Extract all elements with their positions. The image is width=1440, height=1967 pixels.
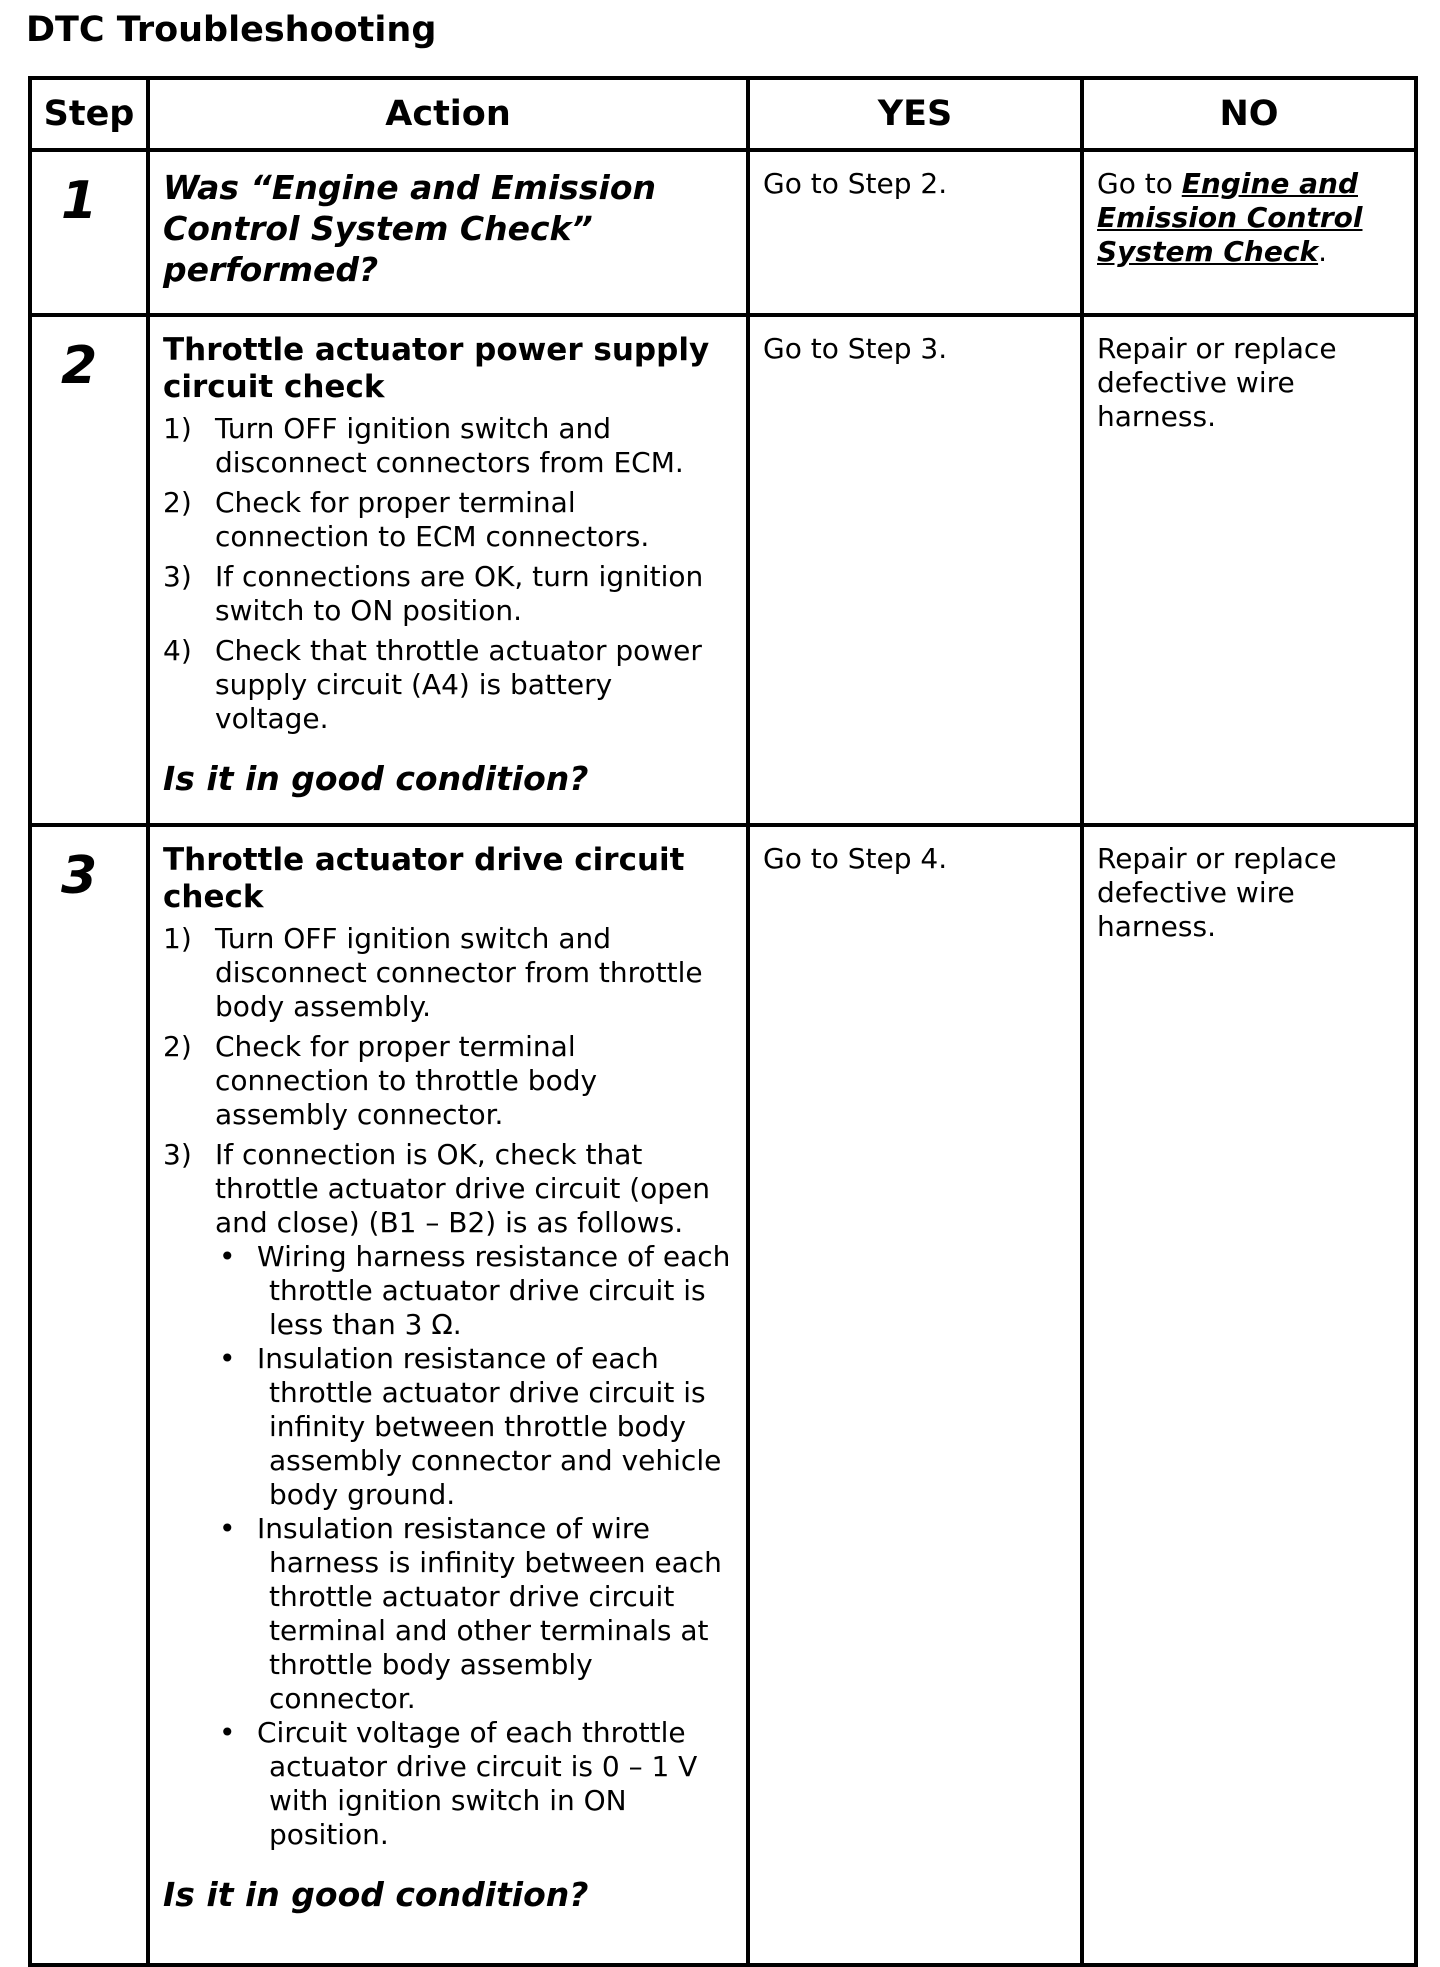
header-yes: YES [748,78,1082,150]
step-number: 1 [61,171,98,231]
no-result: Repair or replace defective wire harness. [1097,332,1337,433]
item-text: If connections are OK, turn ignition switch to ON position. [215,560,704,627]
bullet-icon: • [219,1342,236,1375]
no-result: Repair or replace defective wire harness. [1097,842,1337,943]
procedure-item [163,1138,733,1240]
condition-text: Insulation resistance of each throttle actuator drive circuit is infinity between throttle body assembly connector and vehicle body ground. [257,1342,722,1511]
bullet-icon: • [219,1512,236,1545]
yes-result: Go to Step 4. [763,842,948,875]
item-text: Check for proper terminal connection to ECM connectors. [215,486,650,553]
procedure-item [163,560,733,628]
step-number: 2 [61,336,98,396]
action-cell [148,315,748,825]
step-question: Is it in good condition? [163,1875,589,1914]
condition-text: Circuit voltage of each throttle actuator drive circuit is 0 – 1 V with ignition switch in ON position. [257,1716,698,1851]
item-number: 2) [163,486,192,519]
no-cell [1082,825,1416,1965]
condition-text: Wiring harness resistance of each throttle actuator drive circuit is less than 3 Ω. [257,1240,731,1341]
condition-text: Insulation resistance of wire harness is infinity between each throttle actuator drive circuit terminal and other terminals at throttle body assembly connector. [257,1512,722,1715]
no-cell [1082,150,1416,315]
procedure-item [163,922,733,1024]
condition-item [215,1342,733,1512]
table-row-step-2 [30,315,1416,825]
procedure-item [163,486,733,554]
item-number: 1) [163,412,192,445]
step-heading: Throttle actuator drive circuit check [163,842,685,915]
item-number: 4) [163,634,192,667]
step-heading: Throttle actuator power supply circuit check [163,332,710,405]
header-step: Step [30,78,148,150]
step-cell [30,825,148,1965]
step-cell [30,150,148,315]
step-question: Was “Engine and Emission Control System Check” performed? [163,168,657,289]
yes-cell [748,150,1082,315]
item-text: Check that throttle actuator power supply circuit (A4) is battery voltage. [215,634,702,735]
no-result-prefix: Go to [1097,167,1182,200]
step-number: 3 [61,846,98,906]
yes-cell [748,315,1082,825]
item-text: Turn OFF ignition switch and disconnect connector from throttle body assembly. [215,922,703,1023]
yes-cell [748,825,1082,1965]
yes-result: Go to Step 2. [763,167,948,200]
table-row-step-1 [30,150,1416,315]
engine-emission-check-link[interactable]: Engine and Emission Control System Check [1097,167,1363,268]
yes-result: Go to Step 3. [763,332,948,365]
table-header-row [30,78,1416,150]
procedure-item [163,412,733,480]
troubleshooting-table [28,76,1418,1967]
no-cell [1082,315,1416,825]
no-result [1085,153,1413,269]
header-no: NO [1082,78,1416,150]
item-text: Check for proper terminal connection to throttle body assembly connector. [215,1030,598,1131]
action-cell [148,150,748,315]
condition-list [163,1240,733,1852]
bullet-icon: • [219,1240,236,1273]
item-number: 2) [163,1030,192,1063]
item-text: If connection is OK, check that throttle actuator drive circuit (open and close) (B1 – B2) is as follows. [215,1138,711,1239]
action-cell [148,825,748,1965]
procedure-item [163,634,733,736]
table-row-step-3 [30,825,1416,1965]
item-number: 1) [163,922,192,955]
header-action: Action [148,78,748,150]
no-result-suffix: . [1318,235,1327,268]
condition-item [215,1512,733,1716]
step-cell [30,315,148,825]
condition-item [215,1716,733,1852]
item-number: 3) [163,1138,192,1171]
step-question: Is it in good condition? [163,759,589,798]
procedure-item [163,1030,733,1132]
condition-item [215,1240,733,1342]
page-title: DTC Troubleshooting [26,10,437,50]
item-text: Turn OFF ignition switch and disconnect connectors from ECM. [215,412,684,479]
item-number: 3) [163,560,192,593]
bullet-icon: • [219,1716,236,1749]
